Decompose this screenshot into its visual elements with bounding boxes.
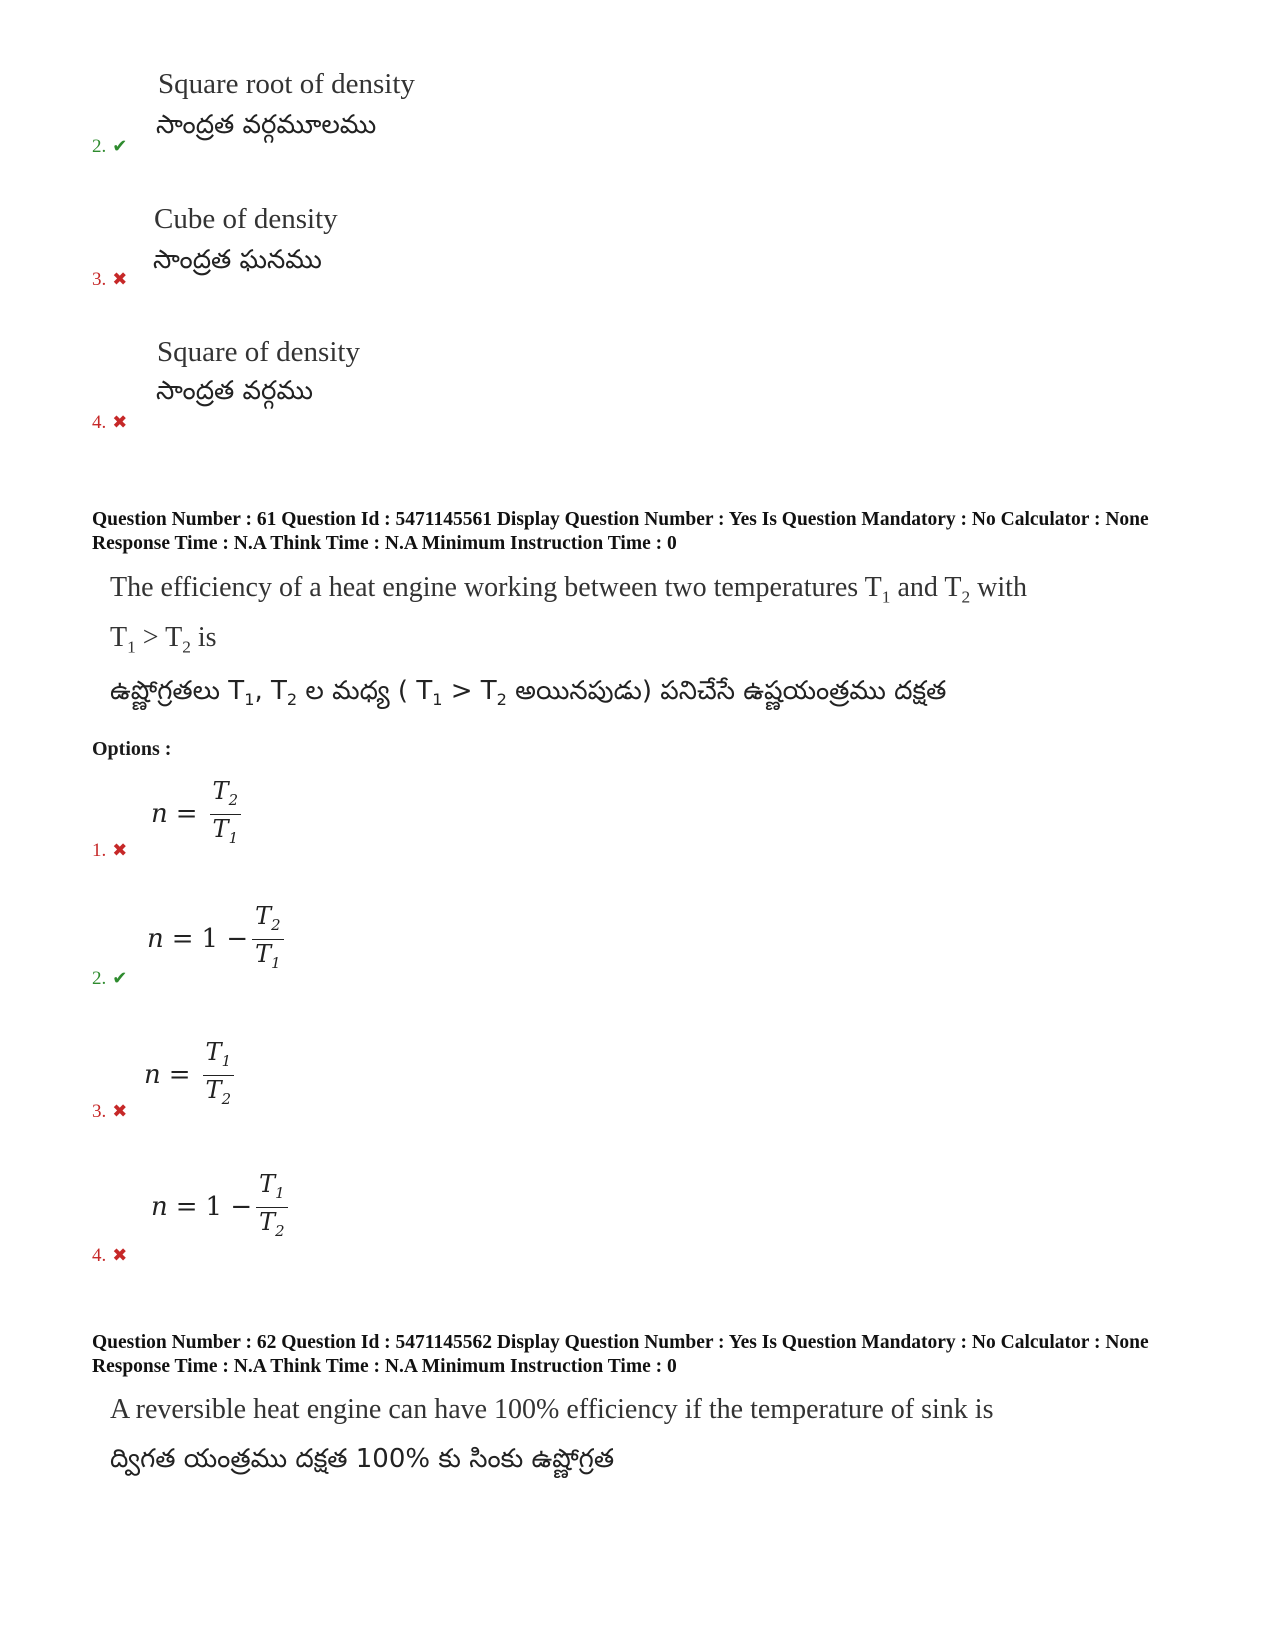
- option-number: 3. ✖: [92, 269, 128, 290]
- fraction: $\frac{T_1}{T_2}$: [256, 1170, 287, 1245]
- check-icon: ✔: [112, 136, 128, 156]
- option-text-en: Square of density: [157, 336, 360, 368]
- option-2-number: 2. ✔: [92, 968, 128, 989]
- option-text-te: సాంద్రత వర్గమూలము: [156, 110, 377, 140]
- cross-icon: ✖: [112, 269, 128, 289]
- question-62-header: Question Number : 62 Question Id : 5471145562 Display Question Number : Yes Is Question Mandatory : No Calculator : None Response Time : N.A Think Time : N.A Minimum Instruction Time : 0: [92, 1332, 1149, 1377]
- cross-icon: ✖: [112, 840, 128, 860]
- cross-icon: ✖: [112, 1245, 128, 1265]
- option-text-en: Square root of density: [158, 68, 415, 100]
- fraction: $\frac{T_2}{T_1}$: [252, 902, 283, 977]
- options-label: Options :: [92, 738, 172, 760]
- option-4-number: 4. ✖: [92, 1245, 128, 1266]
- formula-option-3: n = $\frac{T_1}{T_2}$: [144, 1038, 234, 1113]
- fraction: $\frac{T_2}{T_1}$: [210, 777, 241, 852]
- option-1-number: 1. ✖: [92, 840, 128, 861]
- formula-option-4: n = 1 − $\frac{T_1}{T_2}$: [151, 1170, 288, 1245]
- formula-option-1: n = $\frac{T_2}{T_1}$: [151, 777, 241, 852]
- question-61-header: Question Number : 61 Question Id : 5471145561 Display Question Number : Yes Is Question Mandatory : No Calculator : None Response Time : N.A Think Time : N.A Minimum Instruction Time : 0: [92, 509, 1149, 554]
- option-text-en: Cube of density: [154, 203, 338, 235]
- option-text-te: సాంద్రత వర్గము: [156, 376, 313, 406]
- question-61-text-te: ఉష్ణోగ్రతలు $T_1$, $T_2$ ల మధ్య ( $T_1 > T_2$ అయినపుడు) పనిచేసే ఉష్ణయంత్రము దక్షత: [110, 676, 947, 710]
- question-61-text-line2: $T_1 > T_2$ is: [110, 622, 217, 657]
- cross-icon: ✖: [112, 412, 128, 432]
- fraction: $\frac{T_1}{T_2}$: [203, 1038, 234, 1113]
- check-icon: ✔: [112, 968, 128, 988]
- option-3-number: 3. ✖: [92, 1101, 128, 1122]
- question-62-text-line1: A reversible heat engine can have 100% efficiency if the temperature of sink is: [110, 1394, 994, 1425]
- option-text-te: సాంద్రత ఘనము: [153, 245, 322, 275]
- cross-icon: ✖: [112, 1101, 128, 1121]
- option-number: 4. ✖: [92, 412, 128, 433]
- question-61-text-line1: The efficiency of a heat engine working between two temperatures $T_1$ and $T_2$ with: [110, 572, 1027, 607]
- option-number: 2. ✔: [92, 136, 128, 157]
- question-62-text-te: ద్విగత యంత్రము దక్షత 100% కు సింకు ఉష్ణోగ్రత: [110, 1444, 615, 1474]
- formula-option-2: n = 1 − $\frac{T_2}{T_1}$: [147, 902, 284, 977]
